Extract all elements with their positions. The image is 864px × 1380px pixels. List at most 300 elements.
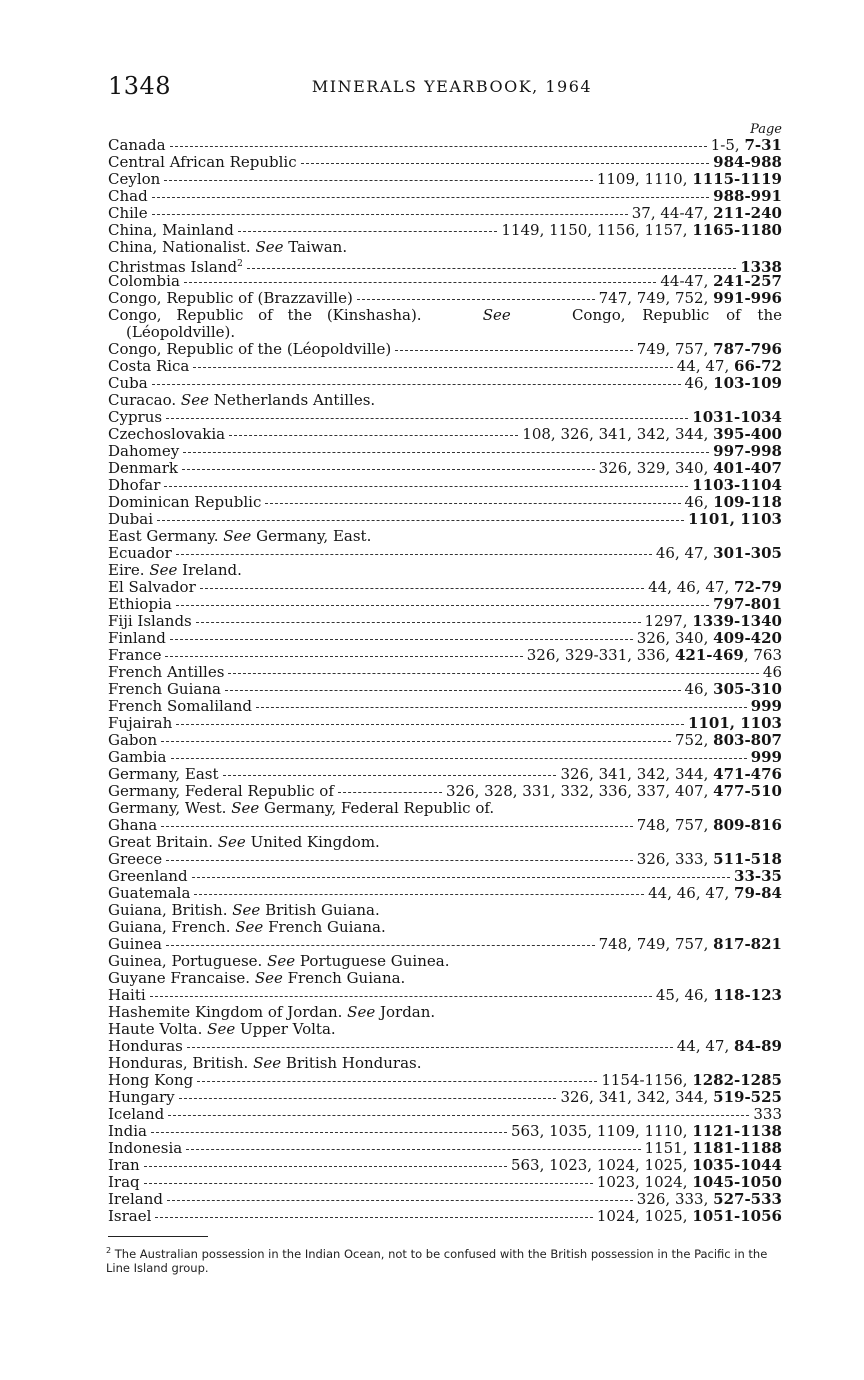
page-references bbox=[656, 545, 782, 562]
entry-name: Czechoslovakia bbox=[108, 426, 226, 443]
entry-name: Guatemala bbox=[108, 885, 191, 902]
index-entry bbox=[108, 664, 782, 681]
page-reference: 211-240 bbox=[713, 205, 782, 222]
see-label: See bbox=[267, 953, 296, 970]
see-label: See bbox=[149, 562, 178, 579]
page-reference: 46, bbox=[684, 681, 714, 698]
dot-leader bbox=[229, 435, 518, 436]
page-references bbox=[645, 1140, 782, 1157]
page-references bbox=[522, 426, 782, 443]
entry-name-group bbox=[108, 817, 157, 834]
index-entry bbox=[108, 494, 782, 511]
page-reference: 84-89 bbox=[734, 1038, 782, 1055]
entry-name: Congo, Republic of the (Kinshasha). bbox=[108, 307, 422, 324]
page-references bbox=[688, 715, 782, 732]
dot-leader bbox=[192, 877, 730, 878]
index-entry bbox=[108, 987, 782, 1004]
entry-name-group bbox=[108, 766, 219, 783]
page-reference: 326, 329-331, 336, bbox=[526, 647, 675, 664]
page-reference: 752, bbox=[674, 732, 714, 749]
entry-name-group bbox=[108, 494, 261, 511]
index-entry bbox=[108, 953, 782, 970]
dot-leader bbox=[176, 724, 684, 725]
page-references bbox=[688, 511, 782, 528]
page-column-heading: Page bbox=[750, 122, 782, 137]
entry-name-group bbox=[108, 987, 146, 1004]
entry-name: Gabon bbox=[108, 732, 158, 749]
index-entry bbox=[108, 902, 782, 919]
page-references bbox=[713, 443, 782, 460]
page-reference: 749, 757, bbox=[636, 341, 714, 358]
index-entry bbox=[108, 562, 782, 579]
dot-leader bbox=[238, 231, 498, 232]
page-reference: 326, 328, 331, 332, 336, 337, 407, bbox=[445, 783, 714, 800]
entry-name-group bbox=[108, 851, 162, 868]
dot-leader bbox=[186, 1149, 640, 1150]
page-reference: 1165-1180 bbox=[692, 222, 782, 239]
entry-name-group bbox=[108, 647, 161, 664]
page-reference: 1338 bbox=[740, 258, 782, 273]
page-reference: 46 bbox=[762, 664, 782, 681]
page-reference: 46, bbox=[684, 375, 714, 392]
entry-name-group bbox=[108, 443, 179, 460]
entry-name-group bbox=[108, 715, 172, 732]
entry-name-group bbox=[108, 579, 196, 596]
entry-name: Greenland bbox=[108, 868, 188, 885]
page-reference: 44-47, bbox=[660, 273, 714, 290]
entry-name: Gambia bbox=[108, 749, 167, 766]
page-references bbox=[597, 171, 782, 188]
entry-name: Finland bbox=[108, 630, 166, 647]
page-reference: 1101, 1103 bbox=[688, 511, 782, 528]
page-references bbox=[660, 273, 782, 290]
dot-leader bbox=[176, 605, 709, 606]
entry-name-group bbox=[108, 290, 353, 307]
page-references bbox=[637, 1191, 782, 1208]
page-reference: 1109, 1110, bbox=[596, 171, 693, 188]
page-reference: 326, 333, bbox=[636, 1191, 714, 1208]
page-reference: 1103-1104 bbox=[692, 477, 782, 494]
see-label: See bbox=[235, 919, 264, 936]
page-references bbox=[560, 1089, 782, 1106]
dot-leader bbox=[164, 486, 688, 487]
entry-name-group bbox=[108, 256, 243, 273]
entry-name: Ireland bbox=[108, 1191, 163, 1208]
page-references bbox=[711, 137, 782, 154]
footnote-marker: 2 bbox=[106, 1246, 112, 1255]
page-reference: 471-476 bbox=[713, 766, 782, 783]
entry-name-group bbox=[108, 1191, 163, 1208]
entry-name: Congo, Republic of (Brazzaville) bbox=[108, 290, 353, 307]
page-references bbox=[446, 783, 782, 800]
dot-leader bbox=[166, 945, 595, 946]
see-label: See bbox=[223, 528, 252, 545]
index-entry bbox=[108, 256, 782, 273]
entry-name: Chad bbox=[108, 188, 148, 205]
entry-name: Fujairah bbox=[108, 715, 173, 732]
page-reference: 79-84 bbox=[734, 885, 782, 902]
page-reference: 803-807 bbox=[713, 732, 782, 749]
see-reference: Ireland. bbox=[182, 562, 242, 579]
dot-leader bbox=[256, 707, 747, 708]
page-references bbox=[637, 851, 782, 868]
entry-name: Great Britain. bbox=[108, 834, 213, 851]
page-references bbox=[648, 579, 782, 596]
page-references bbox=[685, 375, 782, 392]
index-entry bbox=[108, 1072, 782, 1089]
page-reference: 66-72 bbox=[734, 358, 782, 375]
index-entry bbox=[108, 137, 782, 154]
see-reference: Upper Volta. bbox=[239, 1021, 336, 1038]
dot-leader bbox=[193, 367, 672, 368]
entry-name: Curacao. bbox=[108, 392, 177, 409]
entry-name: Cyprus bbox=[108, 409, 163, 426]
entry-name: Dubai bbox=[108, 511, 154, 528]
entry-name: Greece bbox=[108, 851, 163, 868]
dot-leader bbox=[200, 588, 644, 589]
entry-name: Dhofar bbox=[108, 477, 161, 494]
page-reference: 477-510 bbox=[713, 783, 782, 800]
dot-leader bbox=[357, 299, 595, 300]
page-reference: 1035-1044 bbox=[692, 1157, 782, 1174]
see-label: See bbox=[207, 1021, 236, 1038]
entry-name-group bbox=[108, 664, 224, 681]
dot-leader bbox=[182, 469, 595, 470]
entry-name: Congo, Republic of the (Léopoldville) bbox=[108, 341, 392, 358]
entry-name-group bbox=[108, 1157, 140, 1174]
entry-name: Ethiopia bbox=[108, 596, 172, 613]
entry-name-group bbox=[108, 936, 162, 953]
entry-name: China, Mainland bbox=[108, 222, 234, 239]
page-reference: 809-816 bbox=[713, 817, 782, 834]
index-entry bbox=[108, 290, 782, 307]
dot-leader bbox=[170, 639, 633, 640]
index-entry bbox=[108, 936, 782, 953]
page-reference: 44, 46, 47, bbox=[648, 579, 735, 596]
entry-name-group bbox=[108, 783, 334, 800]
see-reference: Netherlands Antilles. bbox=[213, 392, 376, 409]
page-reference: 1149, 1150, 1156, 1157, bbox=[501, 222, 693, 239]
page-references bbox=[713, 596, 782, 613]
entry-name: China, Nationalist. bbox=[108, 239, 251, 256]
page-reference: 1023, 1024, bbox=[596, 1174, 693, 1191]
index-entry bbox=[108, 341, 782, 358]
page-reference: 409-420 bbox=[713, 630, 782, 647]
page-reference: 1151, bbox=[644, 1140, 693, 1157]
entry-name: Honduras, British. bbox=[108, 1055, 249, 1072]
see-label: See bbox=[217, 834, 246, 851]
page-references bbox=[645, 613, 782, 630]
entry-name: France bbox=[108, 647, 162, 664]
dot-leader bbox=[151, 1132, 507, 1133]
page-references bbox=[751, 749, 782, 766]
page-reference: 326, 341, 342, 344, bbox=[560, 766, 714, 783]
page-reference: 999 bbox=[750, 749, 782, 766]
entry-name: East Germany. bbox=[108, 528, 219, 545]
see-label: See bbox=[231, 800, 260, 817]
page-reference: 1181-1188 bbox=[692, 1140, 782, 1157]
entry-name: Iraq bbox=[108, 1174, 140, 1191]
page-references bbox=[597, 1174, 782, 1191]
page-references bbox=[677, 1038, 782, 1055]
see-reference: Taiwan. bbox=[288, 239, 348, 256]
dot-leader bbox=[197, 1081, 597, 1082]
entry-name-group bbox=[108, 681, 221, 698]
page-reference: 1297, bbox=[644, 613, 693, 630]
see-label: See bbox=[347, 1004, 376, 1021]
index-entry bbox=[108, 868, 782, 885]
index-entry bbox=[108, 766, 782, 783]
page-reference: 1121-1138 bbox=[692, 1123, 782, 1140]
page-reference: 301-305 bbox=[713, 545, 782, 562]
index-entry bbox=[108, 1174, 782, 1191]
index-entry bbox=[108, 205, 782, 222]
entry-name: Guiana, French. bbox=[108, 919, 231, 936]
entry-name: Guiana, British. bbox=[108, 902, 228, 919]
dot-leader bbox=[247, 268, 736, 269]
see-reference: Congo, Republic of the bbox=[571, 307, 782, 324]
entry-name: Germany, Federal Republic of bbox=[108, 783, 334, 800]
index-entry bbox=[108, 239, 782, 256]
page-references bbox=[637, 630, 782, 647]
entry-name-group bbox=[108, 596, 172, 613]
index-entry bbox=[108, 1208, 782, 1225]
entry-name: Colombia bbox=[108, 273, 180, 290]
page-references bbox=[648, 885, 782, 902]
entry-name: Israel bbox=[108, 1208, 152, 1225]
page-reference: 37, 44-47, bbox=[631, 205, 714, 222]
entry-name: Germany, West. bbox=[108, 800, 227, 817]
page-reference: 33-35 bbox=[734, 868, 782, 885]
entry-name: Ghana bbox=[108, 817, 158, 834]
entry-name: Germany, East bbox=[108, 766, 219, 783]
index-entry bbox=[108, 596, 782, 613]
dot-leader bbox=[161, 826, 633, 827]
index-entry bbox=[108, 579, 782, 596]
page-references bbox=[632, 205, 782, 222]
index-entry bbox=[108, 851, 782, 868]
page-references bbox=[599, 290, 782, 307]
page-references bbox=[713, 188, 782, 205]
entry-name: India bbox=[108, 1123, 147, 1140]
index-entry bbox=[108, 307, 782, 341]
page-reference: 1-5, bbox=[710, 137, 745, 154]
page-references bbox=[637, 817, 782, 834]
entry-name: Canada bbox=[108, 137, 166, 154]
page-references bbox=[685, 681, 782, 698]
dot-leader bbox=[152, 384, 681, 385]
index-entry bbox=[108, 511, 782, 528]
page-references bbox=[511, 1123, 782, 1140]
page-references bbox=[527, 647, 782, 664]
index-list bbox=[108, 137, 782, 1225]
index-entry bbox=[108, 222, 782, 239]
page-reference: 118-123 bbox=[713, 987, 782, 1004]
page-number: 1348 bbox=[108, 72, 172, 100]
entry-name: Ecuador bbox=[108, 545, 172, 562]
dot-leader bbox=[184, 282, 656, 283]
entry-name: Dominican Republic bbox=[108, 494, 262, 511]
see-label: See bbox=[254, 970, 283, 987]
entry-name-group bbox=[108, 205, 148, 222]
index-entry bbox=[108, 477, 782, 494]
index-entry bbox=[108, 426, 782, 443]
entry-name: Iceland bbox=[108, 1106, 165, 1123]
page-reference: 45, 46, bbox=[655, 987, 714, 1004]
entry-name-group bbox=[108, 1089, 175, 1106]
entry-name-group bbox=[108, 1038, 183, 1055]
entry-name-group bbox=[108, 1140, 182, 1157]
page-reference: 527-533 bbox=[713, 1191, 782, 1208]
dot-leader bbox=[166, 860, 633, 861]
entry-name: Guyane Francaise. bbox=[108, 970, 251, 987]
index-entry bbox=[108, 1055, 782, 1072]
page-reference: 747, 749, 752, bbox=[598, 290, 714, 307]
see-reference: British Guiana. bbox=[265, 902, 380, 919]
page-reference: 326, 341, 342, 344, bbox=[560, 1089, 714, 1106]
entry-name-group bbox=[108, 698, 252, 715]
page-reference: 395-400 bbox=[713, 426, 782, 443]
page-reference: 333 bbox=[753, 1106, 782, 1123]
entry-name-group bbox=[108, 460, 178, 477]
entry-name-group bbox=[108, 613, 192, 630]
footnote bbox=[106, 1244, 782, 1275]
page-reference: 401-407 bbox=[713, 460, 782, 477]
entry-name: Ceylon bbox=[108, 171, 161, 188]
entry-name: El Salvador bbox=[108, 579, 196, 596]
index-entry bbox=[108, 545, 782, 562]
index-entry bbox=[108, 1140, 782, 1157]
entry-name-group bbox=[108, 273, 180, 290]
index-entry bbox=[108, 630, 782, 647]
dot-leader bbox=[176, 554, 652, 555]
dot-leader bbox=[196, 622, 641, 623]
dot-leader bbox=[150, 996, 652, 997]
index-entry bbox=[108, 970, 782, 987]
page-reference: 563, 1035, 1109, 1110, bbox=[510, 1123, 693, 1140]
page-references bbox=[599, 936, 782, 953]
entry-name-group bbox=[108, 137, 166, 154]
entry-name-group bbox=[108, 1072, 193, 1089]
index-entry bbox=[108, 1038, 782, 1055]
index-entry bbox=[108, 1157, 782, 1174]
page-reference: 519-525 bbox=[713, 1089, 782, 1106]
page-reference: 988-991 bbox=[713, 188, 782, 205]
page-reference: 326, 329, 340, bbox=[598, 460, 714, 477]
dot-leader bbox=[165, 656, 522, 657]
entry-name: Chile bbox=[108, 205, 148, 222]
dot-leader bbox=[144, 1166, 507, 1167]
index-entry bbox=[108, 375, 782, 392]
dot-leader bbox=[183, 452, 709, 453]
dot-leader bbox=[228, 673, 758, 674]
page-references bbox=[763, 664, 782, 681]
index-entry bbox=[108, 698, 782, 715]
entry-name: Hashemite Kingdom of Jordan. bbox=[108, 1004, 343, 1021]
dot-leader bbox=[170, 146, 707, 147]
entry-name: Central African Republic bbox=[108, 154, 297, 171]
dot-leader bbox=[301, 163, 710, 164]
page-reference: 241-257 bbox=[713, 273, 782, 290]
footnote-reference: 2 bbox=[237, 259, 243, 269]
entry-name-group bbox=[108, 341, 391, 358]
page-references bbox=[734, 868, 782, 885]
dot-leader bbox=[152, 214, 628, 215]
page-reference: 1115-1119 bbox=[692, 171, 782, 188]
entry-name-group bbox=[108, 732, 157, 749]
entry-name: Iran bbox=[108, 1157, 140, 1174]
see-label: See bbox=[180, 392, 209, 409]
see-reference: French Guiana. bbox=[268, 919, 386, 936]
entry-name-group bbox=[108, 154, 297, 171]
entry-name: Hong Kong bbox=[108, 1072, 194, 1089]
index-entry bbox=[108, 919, 782, 936]
page-reference: 109-118 bbox=[713, 494, 782, 511]
page-reference: 326, 340, bbox=[636, 630, 714, 647]
entry-name: Haiti bbox=[108, 987, 146, 1004]
entry-name: Guinea bbox=[108, 936, 162, 953]
page-references bbox=[677, 358, 782, 375]
index-entry bbox=[108, 273, 782, 290]
see-reference: Portuguese Guinea. bbox=[299, 953, 450, 970]
entry-name-group bbox=[108, 375, 148, 392]
see-label: See bbox=[253, 1055, 282, 1072]
see-label: See bbox=[255, 239, 284, 256]
entry-name: Fiji Islands bbox=[108, 613, 192, 630]
index-entry bbox=[108, 1123, 782, 1140]
page-reference: , 763 bbox=[743, 647, 782, 664]
entry-name: Christmas Island bbox=[108, 258, 238, 273]
dot-leader bbox=[168, 1115, 749, 1116]
page-references bbox=[751, 698, 782, 715]
entry-name-group bbox=[108, 358, 189, 375]
entry-name-group bbox=[108, 171, 160, 188]
page-reference: 44, 47, bbox=[676, 1038, 735, 1055]
page-reference: 44, 47, bbox=[676, 358, 735, 375]
see-label: See bbox=[232, 902, 261, 919]
entry-name-group bbox=[108, 1123, 147, 1140]
index-entry bbox=[108, 800, 782, 817]
page-references bbox=[599, 460, 782, 477]
page-reference: 1339-1340 bbox=[692, 613, 782, 630]
page-references bbox=[511, 1157, 782, 1174]
entry-name: Costa Rica bbox=[108, 358, 190, 375]
see-reference: French Guiana. bbox=[287, 970, 406, 987]
entry-name: Honduras bbox=[108, 1038, 183, 1055]
entry-name-group bbox=[108, 409, 162, 426]
entry-name-group bbox=[108, 188, 148, 205]
page-reference: 46, bbox=[684, 494, 714, 511]
entry-name: Cuba bbox=[108, 375, 148, 392]
page-references bbox=[713, 154, 782, 171]
dot-leader bbox=[155, 1217, 592, 1218]
index-entry bbox=[108, 1106, 782, 1123]
page-reference: 984-988 bbox=[713, 154, 782, 171]
see-reference: Jordan. bbox=[379, 1004, 436, 1021]
entry-name-group bbox=[108, 477, 160, 494]
footnote-divider bbox=[108, 1236, 208, 1237]
index-entry bbox=[108, 188, 782, 205]
see-reference: United Kingdom. bbox=[250, 834, 380, 851]
page-reference: 326, 333, bbox=[636, 851, 714, 868]
page-reference: 103-109 bbox=[713, 375, 782, 392]
page-reference: 817-821 bbox=[713, 936, 782, 953]
index-entry bbox=[108, 392, 782, 409]
see-reference-continued: (Léopoldville). bbox=[126, 323, 236, 341]
dot-leader bbox=[223, 775, 557, 776]
page-references bbox=[753, 1106, 782, 1123]
page-reference: 1154-1156, bbox=[601, 1072, 693, 1089]
